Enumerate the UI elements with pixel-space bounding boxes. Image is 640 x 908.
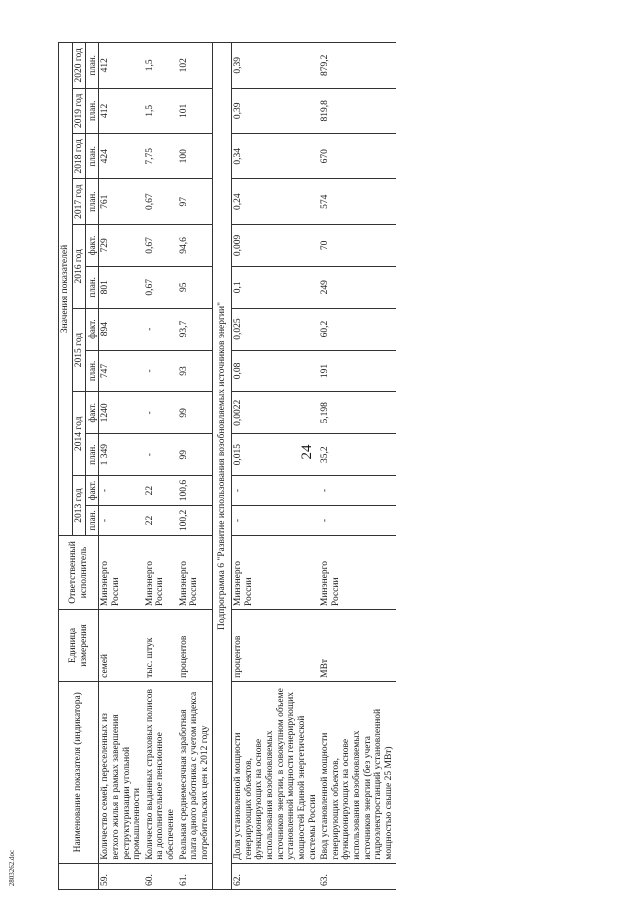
indicator-name: Ввод установленной мощности генерирующих объектов, функционирующих на основе использования возобновляемых источников энергии (без учета гидроэлектростанций установленной мощностью свыше 25 МВт): [319, 681, 395, 863]
value-cell: -: [144, 308, 178, 350]
plan-header: план.: [86, 179, 99, 224]
row-number: 63.: [319, 863, 395, 889]
value-cell: -: [144, 350, 178, 392]
plan-header: план.: [86, 350, 99, 392]
value-cell: 0,009: [232, 224, 320, 266]
value-cell: 100,6: [178, 476, 212, 506]
value-cell: -: [99, 506, 144, 536]
value-cell: 0,24: [232, 179, 320, 224]
value-cell: 97: [178, 179, 212, 224]
value-cell: 424: [99, 134, 144, 179]
value-cell: 191: [319, 350, 395, 392]
value-cell: 761: [99, 179, 144, 224]
value-cell: 894: [99, 308, 144, 350]
value-cell: 249: [319, 266, 395, 308]
value-cell: 99: [178, 392, 212, 434]
responsible-executor: Минэнерго России: [99, 535, 144, 609]
values-header: Значения показателей: [59, 43, 73, 536]
value-cell: 95: [178, 266, 212, 308]
year-header: 2014 год: [72, 392, 86, 476]
value-cell: 102: [178, 43, 212, 89]
value-cell: 0,0022: [232, 392, 320, 434]
indicator-name: Реальная среднемесячная заработная плата одного работника с учетом индекса потребительских цен к 2012 году: [178, 681, 212, 863]
value-cell: -: [232, 476, 320, 506]
value-cell: 100: [178, 134, 212, 179]
indicator-name: Количество семей, переселенных из ветхого жилья в рамках завершения реструктуризации угольной промышленности: [99, 681, 144, 863]
table-body: [232, 43, 396, 890]
value-cell: 0,39: [232, 88, 320, 133]
value-cell: 0,39: [232, 43, 320, 89]
value-cell: 60,2: [319, 308, 395, 350]
row-number: 61.: [178, 863, 212, 889]
value-cell: -: [319, 476, 395, 506]
col-responsible-header: Ответственный исполнитель: [59, 535, 99, 609]
value-cell: 70: [319, 224, 395, 266]
value-cell: 22: [144, 476, 178, 506]
year-header: 2020 год: [72, 43, 86, 89]
page-number: 24: [299, 444, 315, 460]
table-row: [178, 43, 212, 890]
value-cell: 0,025: [232, 308, 320, 350]
value-cell: 93,7: [178, 308, 212, 350]
plan-header: план.: [86, 506, 99, 536]
value-cell: 0,015: [232, 434, 320, 476]
value-cell: 0,08: [232, 350, 320, 392]
col-unit-header: Единица измерения: [59, 610, 99, 682]
col-indicator-header: Наименование показателя (индикатора): [59, 681, 99, 863]
value-cell: 747: [99, 350, 144, 392]
value-cell: 0,67: [144, 224, 178, 266]
year-header: 2015 год: [72, 308, 86, 392]
col-num-header: [59, 863, 99, 889]
plan-header: план.: [86, 88, 99, 133]
plan-header: план.: [86, 434, 99, 476]
value-cell: 99: [178, 434, 212, 476]
value-cell: 0,67: [144, 266, 178, 308]
value-cell: -: [319, 506, 395, 536]
table-body: [99, 43, 212, 890]
value-cell: -: [99, 476, 144, 506]
row-number: 62.: [232, 863, 320, 889]
value-cell: 100,2: [178, 506, 212, 536]
value-cell: 574: [319, 179, 395, 224]
value-cell: 35,2: [319, 434, 395, 476]
footer-code: 2803262.doc: [8, 849, 16, 887]
value-cell: 412: [99, 43, 144, 89]
responsible-executor: Минэнерго России: [319, 535, 395, 609]
unit-of-measure: МВт: [319, 610, 395, 682]
fact-header: факт.: [86, 392, 99, 434]
fact-header: факт.: [86, 476, 99, 506]
indicators-table: [58, 42, 396, 890]
value-cell: 1,5: [144, 43, 178, 89]
value-cell: 7,75: [144, 134, 178, 179]
unit-of-measure: процентов: [232, 610, 320, 682]
value-cell: -: [232, 506, 320, 536]
unit-of-measure: тыс. штук: [144, 610, 178, 682]
value-cell: 819,8: [319, 88, 395, 133]
fact-header: факт.: [86, 308, 99, 350]
value-cell: 1 349: [99, 434, 144, 476]
unit-of-measure: семей: [99, 610, 144, 682]
value-cell: 0,67: [144, 179, 178, 224]
value-cell: 1,5: [144, 88, 178, 133]
responsible-executor: Минэнерго России: [232, 535, 320, 609]
plan-header: план.: [86, 43, 99, 89]
table-row: [319, 43, 395, 890]
subprogram-title: Подпрограмма 6 "Развитие использования возобновляемых источников энергии": [212, 43, 232, 890]
indicator-name: Количество выданных страховых полисов на дополнительное пенсионное обеспечение: [144, 681, 178, 863]
value-cell: 0,34: [232, 134, 320, 179]
value-cell: 5,198: [319, 392, 395, 434]
table-row: [144, 43, 178, 890]
year-header: 2018 год: [72, 134, 86, 179]
year-header: 2017 год: [72, 179, 86, 224]
value-cell: 412: [99, 88, 144, 133]
table-row: [99, 43, 144, 890]
subprogram-section: [212, 43, 232, 890]
value-cell: -: [144, 392, 178, 434]
value-cell: 801: [99, 266, 144, 308]
value-cell: 94,6: [178, 224, 212, 266]
value-cell: -: [144, 434, 178, 476]
value-cell: 1240: [99, 392, 144, 434]
responsible-executor: Минэнерго России: [178, 535, 212, 609]
plan-header: план.: [86, 266, 99, 308]
value-cell: 729: [99, 224, 144, 266]
rotated-table-container: [58, 42, 640, 890]
indicator-name: Доля установленной мощности генерирующих объектов, функционирующих на основе использования возобновляемых источников энергии, в совокупном объеме установленной мощности генерирующих мощностей Единой энергетической системы России: [232, 681, 320, 863]
value-cell: 0,1: [232, 266, 320, 308]
value-cell: 93: [178, 350, 212, 392]
table-row: [232, 43, 320, 890]
year-header: 2013 год: [72, 476, 86, 536]
plan-header: план.: [86, 134, 99, 179]
year-header: 2016 год: [72, 224, 86, 308]
row-number: 60.: [144, 863, 178, 889]
value-cell: 101: [178, 88, 212, 133]
responsible-executor: Минэнерго России: [144, 535, 178, 609]
value-cell: 879,2: [319, 43, 395, 89]
year-header: 2019 год: [72, 88, 86, 133]
unit-of-measure: процентов: [178, 610, 212, 682]
row-number: 59.: [99, 863, 144, 889]
value-cell: 22: [144, 506, 178, 536]
value-cell: 670: [319, 134, 395, 179]
fact-header: факт.: [86, 224, 99, 266]
